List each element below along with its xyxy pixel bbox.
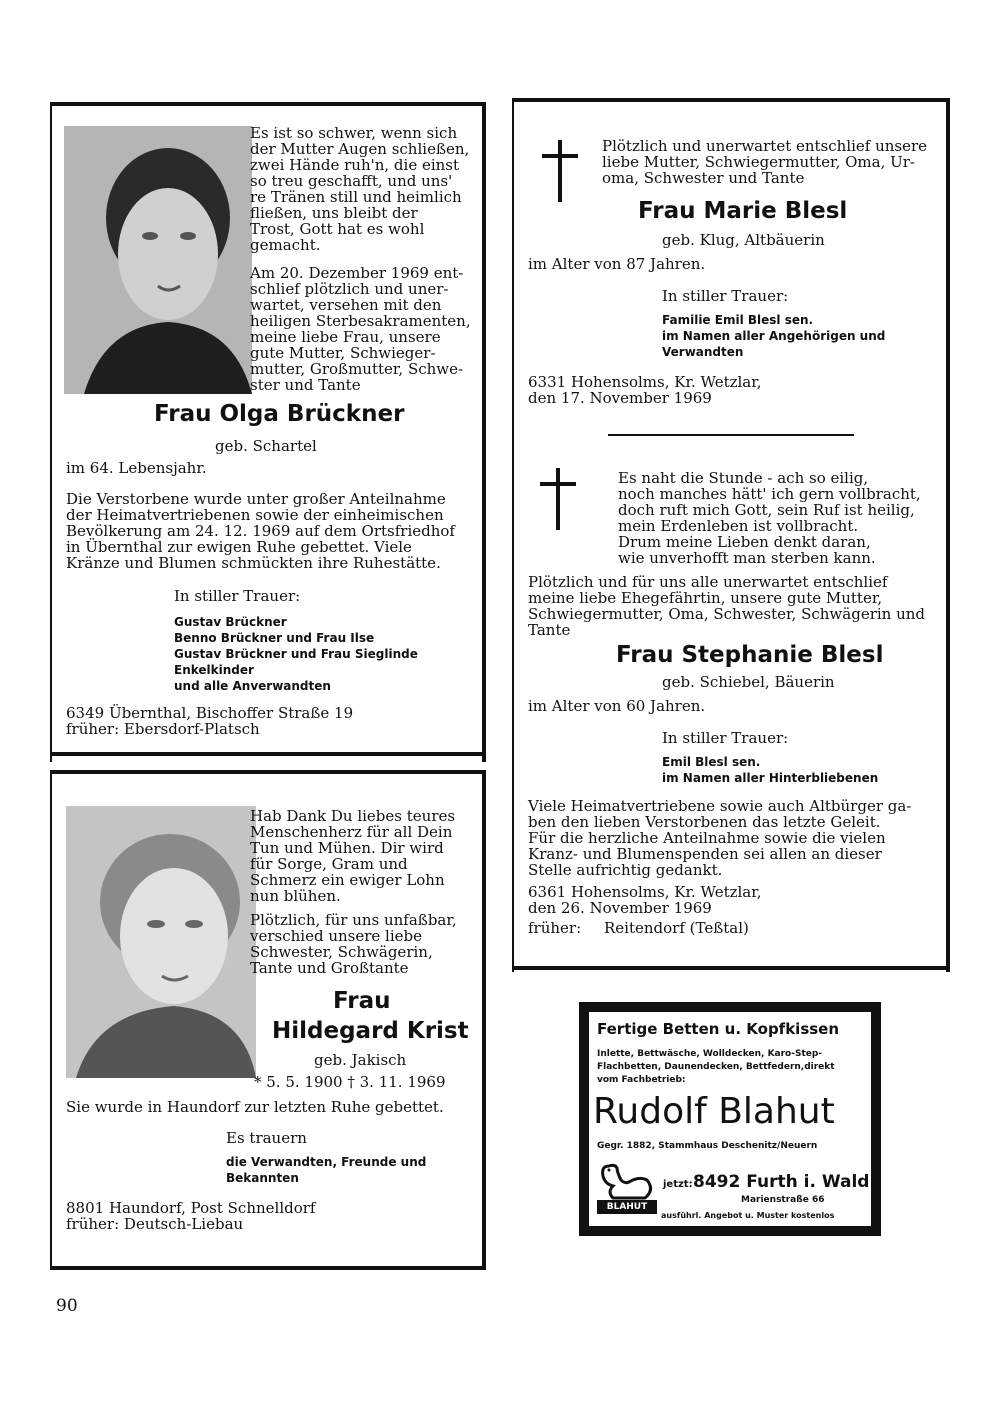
notice-4-former-place: Reitendorf (Teßtal) (604, 919, 749, 937)
advert-inner (589, 1012, 871, 1226)
notice-3-left-border (512, 98, 514, 972)
notice-3-deceased-name: Frau Marie Blesl (638, 198, 848, 224)
notice-2-burial-text: Sie wurde in Haundorf zur letzten Ruhe gebettet. (66, 1098, 444, 1116)
notice-3-address: 6331 Hohensolms, Kr. Wetzlar, den 17. November 1969 (528, 373, 762, 407)
notice-1-burial-text: Die Verstorbene wurde unter großer Anteilnahme der Heimatvertriebenen sowie der einheimischen Bevölkerung am 24. 12. 1969 auf dem Ortsfriedhof in Übernthal zur ewigen Ruhe gebettet. Viele Kränze und Blumen schmückten ihre Ruhestätte. (66, 490, 455, 572)
notice-2-right-border (482, 770, 486, 1270)
notice-1-right-border (482, 102, 486, 762)
notice-1-poem: Es ist so schwer, wenn sich der Mutter Augen schließen, zwei Hände ruh'n, die einst so treu geschafft, und uns' re Tränen still und heimlich fließen, uns bleibt der Trost, Gott hat es wohl gemacht. (250, 124, 470, 254)
notice-3-intro: Plötzlich und unerwartet entschlief unsere liebe Mutter, Schwiegermutter, Oma, Ur- oma, Schwester und Tante (602, 137, 928, 187)
advert-city: 8492 Furth i. Wald (693, 1172, 870, 1192)
advert-street: Marienstraße 66 (741, 1195, 825, 1205)
cross-icon (542, 140, 578, 202)
notice-1-mourning-label: In stiller Trauer: (174, 587, 301, 605)
notice-2-left-border (50, 770, 52, 1270)
advert-products: Inlette, Bettwäsche, Wolldecken, Karo-Step- Flachbetten, Daunendecken, Bettfedern,direkt vom Fachbetrieb: (597, 1049, 835, 1085)
notice-3-bottom-border (512, 966, 950, 970)
notice-3-top-border (512, 98, 950, 102)
notice-4-age: im Alter von 60 Jahren. (528, 697, 706, 715)
notice-4-birth-name: geb. Schiebel, Bäuerin (662, 673, 835, 691)
notice-hildegard-krist (50, 770, 486, 1270)
notice-1-mourners: Gustav Brückner Benno Brückner und Frau Ilse Gustav Brückner und Frau Sieglinde Enkelkinder und alle Anverwandten (174, 615, 418, 693)
swan-logo (595, 1158, 659, 1216)
notice-2-top-border (50, 770, 486, 774)
notice-separator-rule (608, 434, 854, 436)
notice-1-bottom-border (50, 752, 486, 756)
notice-blesl (512, 98, 950, 972)
page-number: 90 (56, 1296, 78, 1316)
notice-1-intro: Am 20. Dezember 1969 ent- schlief plötzlich und uner- wartet, versehen mit den heiligen Sterbesakramenten, meine liebe Frau, unsere gute Mutter, Schwieger- mutter, Großmutter, Schwe- ster und Tante (250, 264, 471, 394)
swan-logo-text: BLAHUT (606, 1202, 648, 1212)
cross-icon (540, 468, 576, 530)
notice-3-birth-name: geb. Klug, Altbäuerin (662, 231, 825, 249)
advert-founded: Gegr. 1882, Stammhaus Deschenitz/Neuern (597, 1141, 818, 1151)
notice-2-bottom-border (50, 1266, 486, 1270)
notice-olga-brueckner (50, 102, 486, 762)
notice-4-thanks: Viele Heimatvertriebene sowie auch Altbürger ga- ben den lieben Verstorbenen das letzte Geleit. Für die herzliche Anteilnahme sowie die vielen Kranz- und Blumenspenden sei allen an dieser Stelle aufrichtig gedankt. (528, 797, 912, 879)
notice-2-mourning-label: Es trauern (226, 1129, 307, 1147)
notice-2-deceased-name: Hildegard Krist (272, 1018, 469, 1044)
portrait-photo-olga-brueckner (64, 126, 252, 394)
notice-4-former-label: früher: (528, 919, 582, 937)
notice-3-mourning-label: In stiller Trauer: (662, 287, 789, 305)
notice-2-title: Frau (333, 988, 391, 1014)
notice-4-mourners: Emil Blesl sen. im Namen aller Hinterbliebenen (662, 755, 879, 785)
notice-1-top-border (50, 102, 486, 106)
notice-2-dates: * 5. 5. 1900 † 3. 11. 1969 (254, 1073, 446, 1091)
notice-3-right-border (946, 98, 950, 972)
notice-4-intro: Plötzlich und für uns alle unerwartet entschlief meine liebe Ehegefährtin, unsere gute Mutter, Schwiegermutter, Oma, Schwester, Schwägerin und Tante (528, 573, 926, 639)
notice-4-poem: Es naht die Stunde - ach so eilig, noch manches hätt' ich gern vollbracht, doch ruft mich Gott, sein Ruf ist heilig, mein Erdenleben ist vollbracht. Drum meine Lieben denkt daran, wie unverhofft man sterben kann. (618, 469, 921, 567)
notice-2-poem: Hab Dank Du liebes teures Menschenherz für all Dein Tun und Mühen. Dir wird für Sorge, Gram und Schmerz ein ewiger Lohn nun blühen. (250, 807, 456, 905)
notice-1-address: 6349 Übernthal, Bischoffer Straße 19 früher: Ebersdorf-Platsch (66, 704, 354, 738)
portrait-photo-hildegard-krist (66, 806, 256, 1078)
notice-2-intro: Plötzlich, für uns unfaßbar, verschied unsere liebe Schwester, Schwägerin, Tante und Großtante (250, 911, 457, 977)
notice-2-mourners: die Verwandten, Freunde und Bekannten (226, 1155, 427, 1185)
advert-company-name: Rudolf Blahut (593, 1091, 835, 1132)
notice-3-mourners: Familie Emil Blesl sen. im Namen aller Angehörigen und Verwandten (662, 313, 886, 359)
notice-1-deceased-name: Frau Olga Brückner (154, 401, 405, 427)
advert-headline: Fertige Betten u. Kopfkissen (597, 1020, 840, 1038)
notice-1-birth-name: geb. Schartel (215, 437, 317, 455)
advert-now-label: jetzt: (663, 1179, 693, 1190)
notice-2-birth-name: geb. Jakisch (314, 1051, 407, 1069)
notice-1-age: im 64. Lebensjahr. (66, 459, 207, 477)
notice-2-address: 8801 Haundorf, Post Schnelldorf früher: Deutsch-Liebau (66, 1199, 316, 1233)
notice-3-age: im Alter von 87 Jahren. (528, 255, 706, 273)
notice-4-deceased-name: Frau Stephanie Blesl (616, 642, 884, 668)
notice-1-left-border (50, 102, 52, 762)
advert-offer: ausführl. Angebot u. Muster kostenlos (661, 1211, 835, 1220)
notice-4-address: 6361 Hohensolms, Kr. Wetzlar, den 26. November 1969 (528, 883, 762, 917)
notice-4-mourning-label: In stiller Trauer: (662, 729, 789, 747)
advert-rudolf-blahut (579, 1002, 881, 1236)
